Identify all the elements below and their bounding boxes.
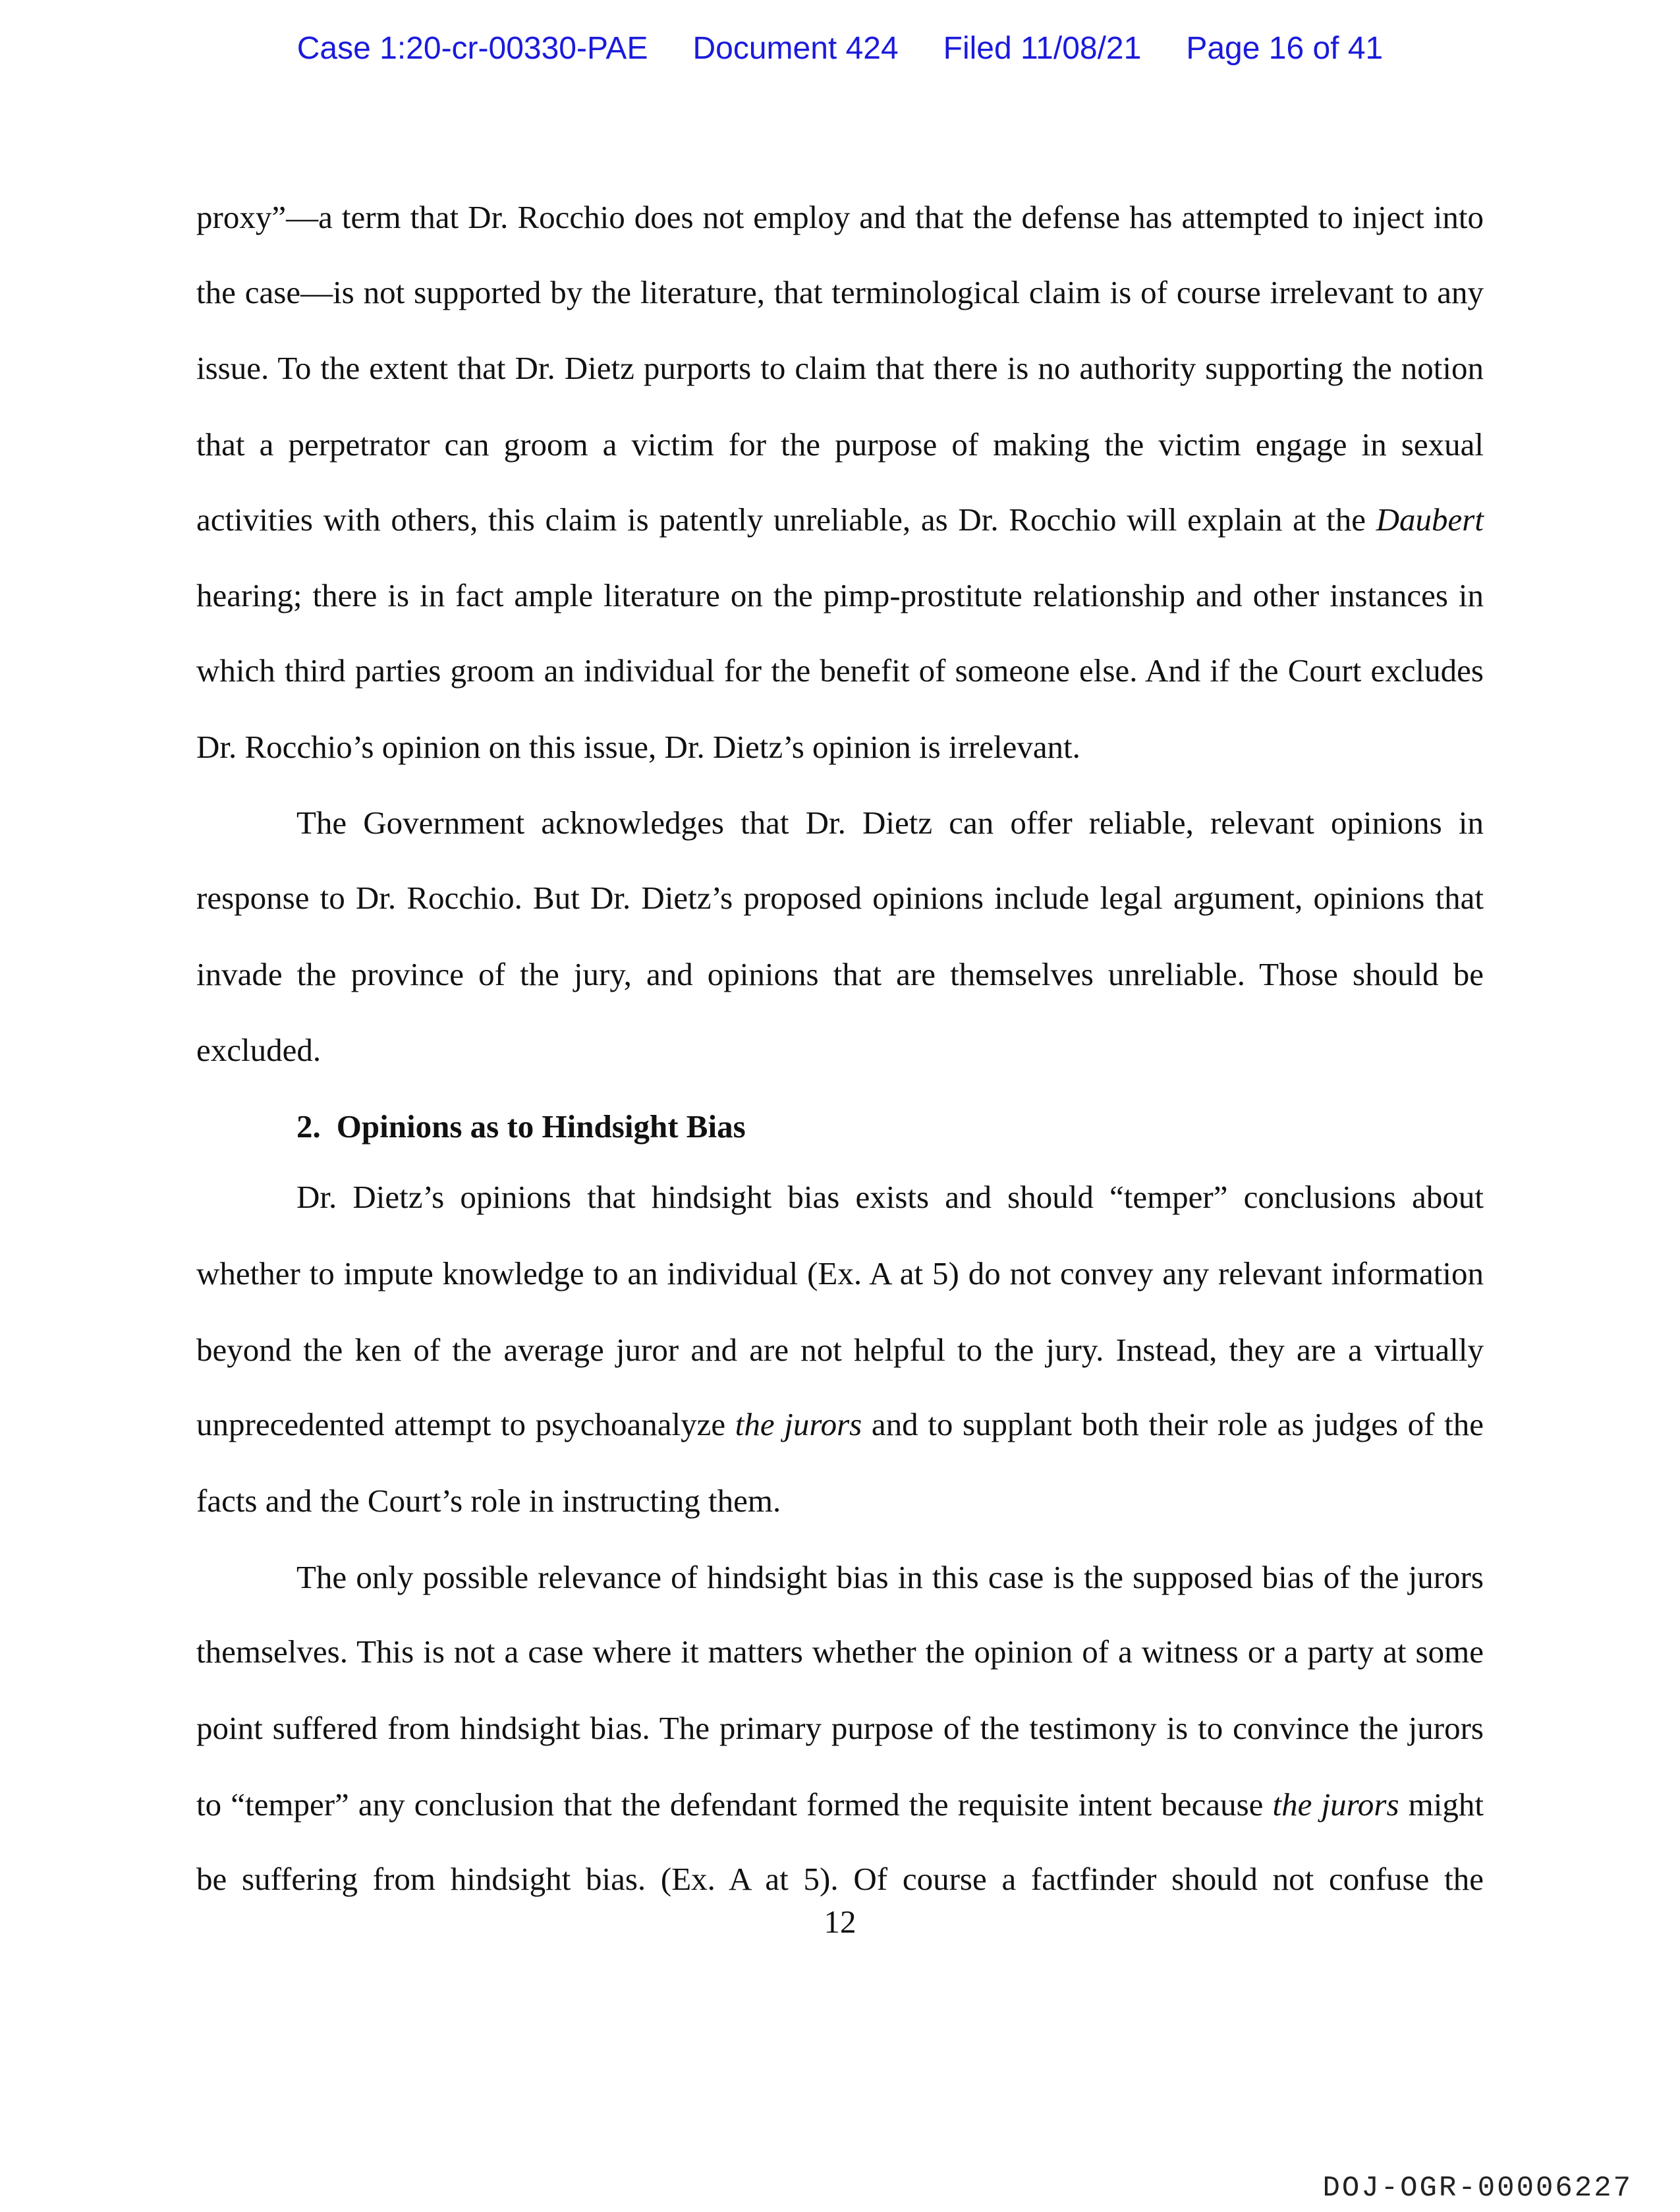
case-number: Case 1:20-cr-00330-PAE: [296, 31, 648, 66]
filed-date: Filed 11/08/21: [943, 31, 1142, 66]
body-line: beyond the ken of the average juror and are not helpful to the jury. Instead, they are a virtually: [196, 1332, 1484, 1368]
body-line: issue. To the extent that Dr. Dietz purports to claim that there is no authority supporting the notion: [196, 350, 1484, 386]
italic-emphasis: the jurors: [1272, 1786, 1399, 1823]
body-line: hearing; there is in fact ample literature on the pimp-prostitute relationship and other instances in: [196, 577, 1484, 613]
body-line: [196, 500, 1484, 540]
body-line: themselves. This is not a case where it matters whether the opinion of a witness or a party at some: [196, 1633, 1484, 1670]
body-line: point suffered from hindsight bias. The primary purpose of the testimony is to convince the jurors: [196, 1710, 1484, 1746]
body-line: response to Dr. Rocchio. But Dr. Dietz’s proposed opinions include legal argument, opinions that: [196, 880, 1484, 916]
body-text: might: [1399, 1786, 1484, 1823]
body-line: facts and the Court’s role in instructing them.: [196, 1483, 781, 1519]
body-line: proxy”—a term that Dr. Rocchio does not employ and that the defense has attempted to inject into: [196, 199, 1484, 235]
case-header: [0, 30, 1680, 67]
body-line: [196, 1785, 1484, 1825]
bates-number: DOJ-OGR-00006227: [1322, 2172, 1633, 2205]
body-line: [196, 1405, 1484, 1444]
body-text: and to supplant both their role as judges of the: [862, 1406, 1484, 1442]
body-text: unprecedented attempt to psychoanalyze: [196, 1406, 735, 1442]
document-number: Document 424: [692, 31, 899, 66]
body-line: Dr. Rocchio’s opinion on this issue, Dr. Dietz’s opinion is irrelevant.: [196, 729, 1080, 765]
body-line: invade the province of the jury, and opinions that are themselves unreliable. Those should be: [196, 956, 1484, 992]
body-text: to “temper” any conclusion that the defendant formed the requisite intent because: [196, 1786, 1273, 1823]
body-line: The Government acknowledges that Dr. Dietz can offer reliable, relevant opinions in: [296, 805, 1484, 841]
body-text: activities with others, this claim is patently unreliable, as Dr. Rocchio will explain at the: [196, 501, 1376, 538]
section-number: 2.: [296, 1108, 321, 1145]
section-title: Opinions as to Hindsight Bias: [336, 1108, 746, 1145]
body-line: excluded.: [196, 1032, 322, 1068]
body-line: which third parties groom an individual for the benefit of someone else. And if the Court excludes: [196, 652, 1484, 689]
body-line: whether to impute knowledge to an individual (Ex. A at 5) do not convey any relevant information: [196, 1255, 1484, 1291]
body-line: be suffering from hindsight bias. (Ex. A at 5). Of course a factfinder should not confuse the: [196, 1861, 1484, 1897]
italic-emphasis: the jurors: [735, 1406, 862, 1442]
italic-case-name: Daubert: [1376, 501, 1484, 538]
body-line: the case—is not supported by the literature, that terminological claim is of course irrelevant to any: [196, 274, 1484, 310]
page-number: 12: [824, 1904, 856, 1940]
body-line: The only possible relevance of hindsight bias in this case is the supposed bias of the jurors: [296, 1559, 1484, 1595]
section-heading: [296, 1107, 746, 1147]
page-count: Page 16 of 41: [1186, 31, 1384, 66]
body-line: that a perpetrator can groom a victim for the purpose of making the victim engage in sexual: [196, 426, 1484, 463]
body-line: Dr. Dietz’s opinions that hindsight bias exists and should “temper” conclusions about: [296, 1179, 1484, 1215]
